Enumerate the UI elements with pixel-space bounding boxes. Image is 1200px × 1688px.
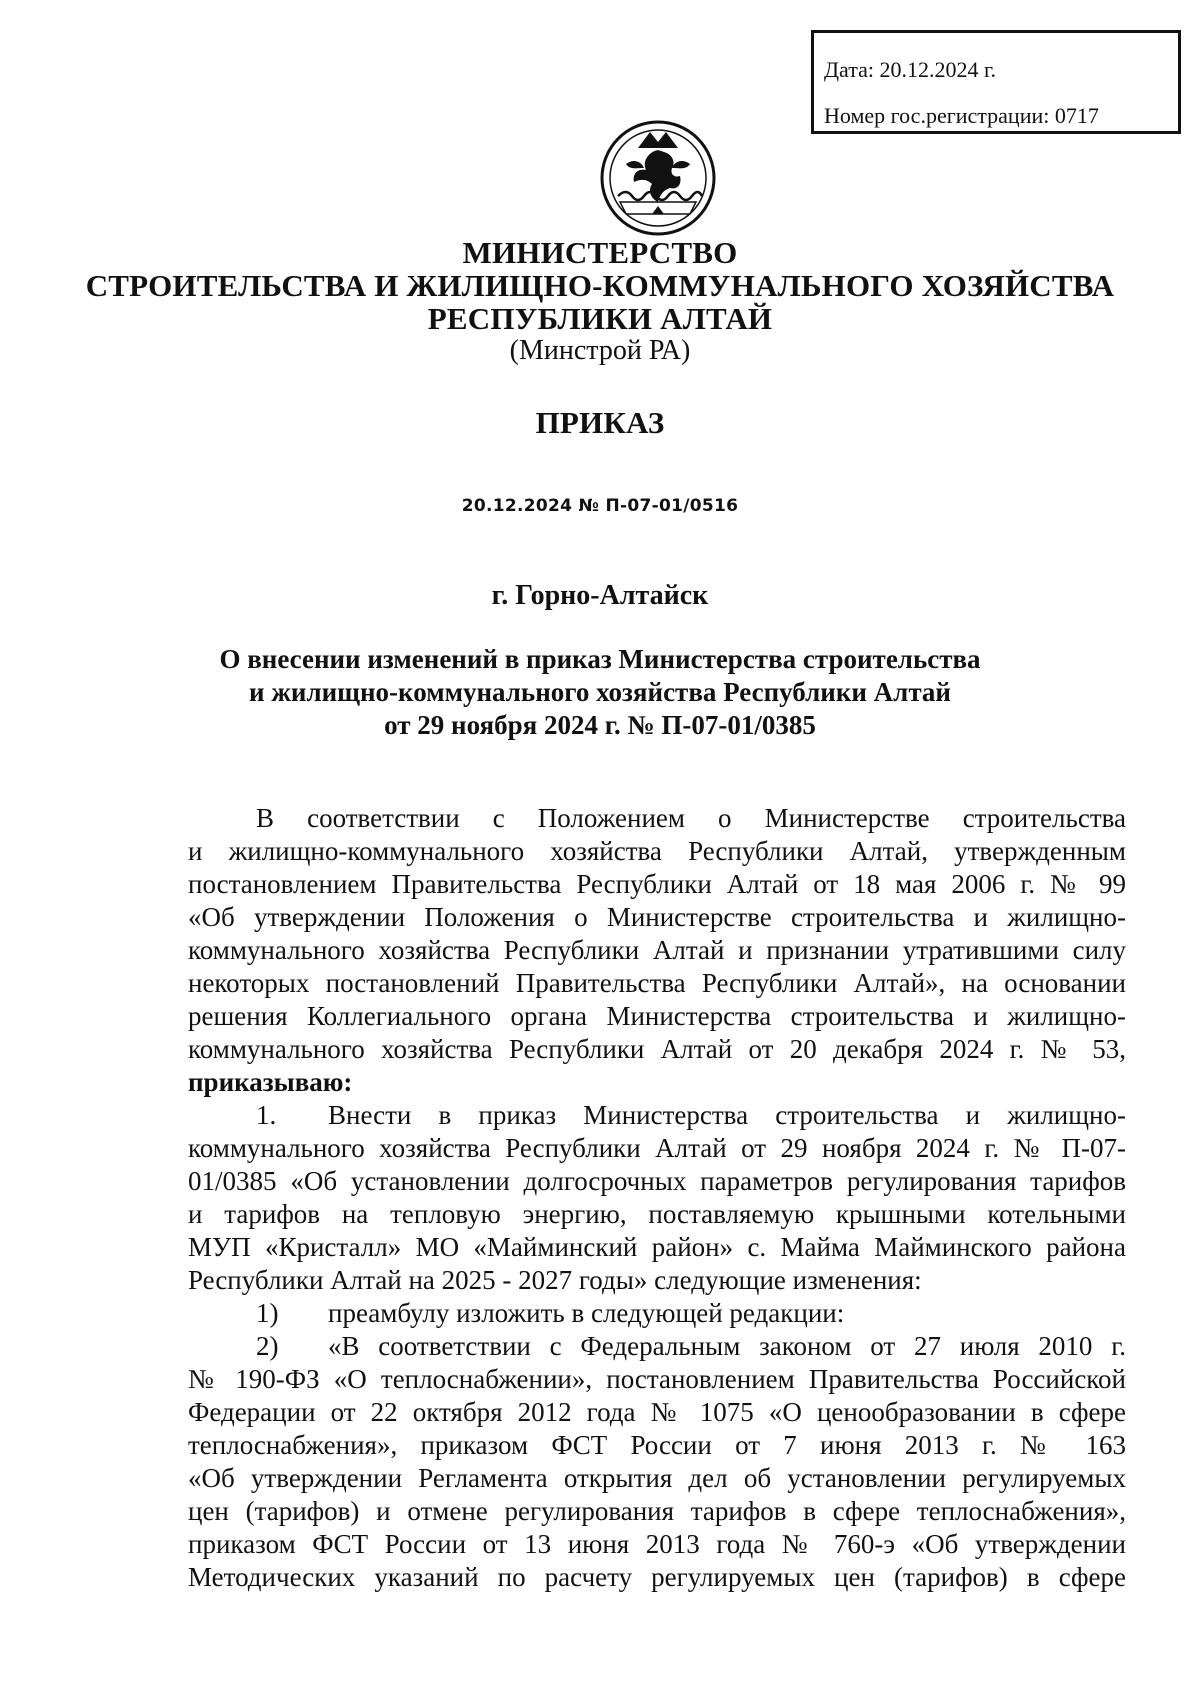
item1-text: Внести в приказ Министерства строительства и жилищно- [328, 1100, 1126, 1130]
order-command: приказываю: [188, 1067, 353, 1097]
ministry-abbreviation: (Минстрой РА) [509, 335, 691, 366]
ministry-header [0, 236, 1200, 367]
ministry-title-line1: МИНИСТЕРСТВО [462, 235, 738, 270]
subject-line3: от 29 ноября 2024 г. № П-07-01/0385 [384, 710, 816, 740]
subitem1-number: 1) [256, 1298, 279, 1328]
paragraph-line: «Об утверждении Положения о Министерстве строительства и жилищно- [188, 902, 1126, 932]
registration-number: Номер гос.регистрации: 0717 [824, 103, 1099, 128]
item1-first-line [188, 1099, 1126, 1132]
paragraph-line: некоторых постановлений Правительства Республики Алтай», на основании [188, 968, 1126, 998]
ministry-title-line3: РЕСПУБЛИКИ АЛТАЙ [427, 301, 773, 336]
subitem1 [188, 1297, 1126, 1330]
subitem2-number: 2) [256, 1331, 279, 1361]
city: г. Горно-Алтайск [491, 580, 709, 611]
paragraph-line: Республики Алтай на 2025 - 2027 годы» следующие изменения: [188, 1265, 922, 1295]
paragraph-line: коммунального хозяйства Республики Алтай и признании утратившими силу [188, 935, 1126, 965]
ministry-title-line2: СТРОИТЕЛЬСТВА И ЖИЛИЩНО-КОММУНАЛЬНОГО ХОЗЯЙСТВА [85, 268, 1115, 303]
paragraph-line: решения Коллегиального органа Министерства строительства и жилищно- [188, 1001, 1126, 1031]
paragraph-line: и тарифов на тепловую энергию, поставляемую крышными котельными [188, 1199, 1126, 1229]
paragraph-line: коммунального хозяйства Республики Алтай от 29 ноября 2024 г. № П-07- [188, 1133, 1126, 1163]
paragraph-line: теплоснабжения», приказом ФСТ России от 7 июня 2013 г. № 163 [188, 1430, 1126, 1460]
paragraph-line: 01/0385 «Об установлении долгосрочных параметров регулирования тарифов [188, 1166, 1126, 1196]
subject-line2: и жилищно-коммунального хозяйства Республики Алтай [249, 677, 951, 707]
subject-line1: О внесении изменений в приказ Министерства строительства [219, 644, 981, 674]
paragraph-line: приказом ФСТ России от 13 июня 2013 года № 760-э «Об утверждении [188, 1529, 1126, 1559]
registration-stamp [811, 30, 1181, 134]
order-number: 20.12.2024 № П-07-01/0516 [461, 496, 739, 516]
paragraph-line: Методических указаний по расчету регулируемых цен (тарифов) в сфере [188, 1562, 1126, 1592]
paragraph-line: Федерации от 22 октября 2012 года № 1075 «О ценообразовании в сфере [188, 1397, 1126, 1427]
coat-of-arms-emblem [598, 118, 718, 238]
subitem1-text: преамбулу изложить в следующей редакции: [328, 1298, 845, 1328]
document-type: ПРИКАЗ [535, 405, 665, 440]
paragraph-line: коммунального хозяйства Республики Алтай от 20 декабря 2024 г. № 53, [188, 1034, 1126, 1064]
subitem2-text: «В соответствии с Федеральным законом от 27 июля 2010 г. [328, 1331, 1126, 1361]
paragraph-line: МУП «Кристалл» МО «Майминский район» с. Майма Майминского района [188, 1232, 1126, 1262]
paragraph-line: и жилищно-коммунального хозяйства Республики Алтай, утвержденным [188, 836, 1126, 866]
paragraph-line: В соответствии с Положением о Министерстве строительства [256, 803, 1126, 833]
document-subject [0, 643, 1200, 742]
paragraph-line: № 190-ФЗ «О теплоснабжении», постановлением Правительства Российской [188, 1364, 1126, 1394]
paragraph-line: «Об утверждении Регламента открытия дел об установлении регулируемых [188, 1463, 1126, 1493]
subitem2-first-line [188, 1330, 1126, 1363]
item1-number: 1. [256, 1100, 277, 1130]
registration-date: Дата: 20.12.2024 г. [824, 57, 997, 82]
paragraph-line: цен (тарифов) и отмене регулирования тарифов в сфере теплоснабжения», [188, 1496, 1126, 1526]
paragraph-line: постановлением Правительства Республики Алтай от 18 мая 2006 г. № 99 [188, 869, 1126, 899]
document-body [188, 802, 1126, 1594]
